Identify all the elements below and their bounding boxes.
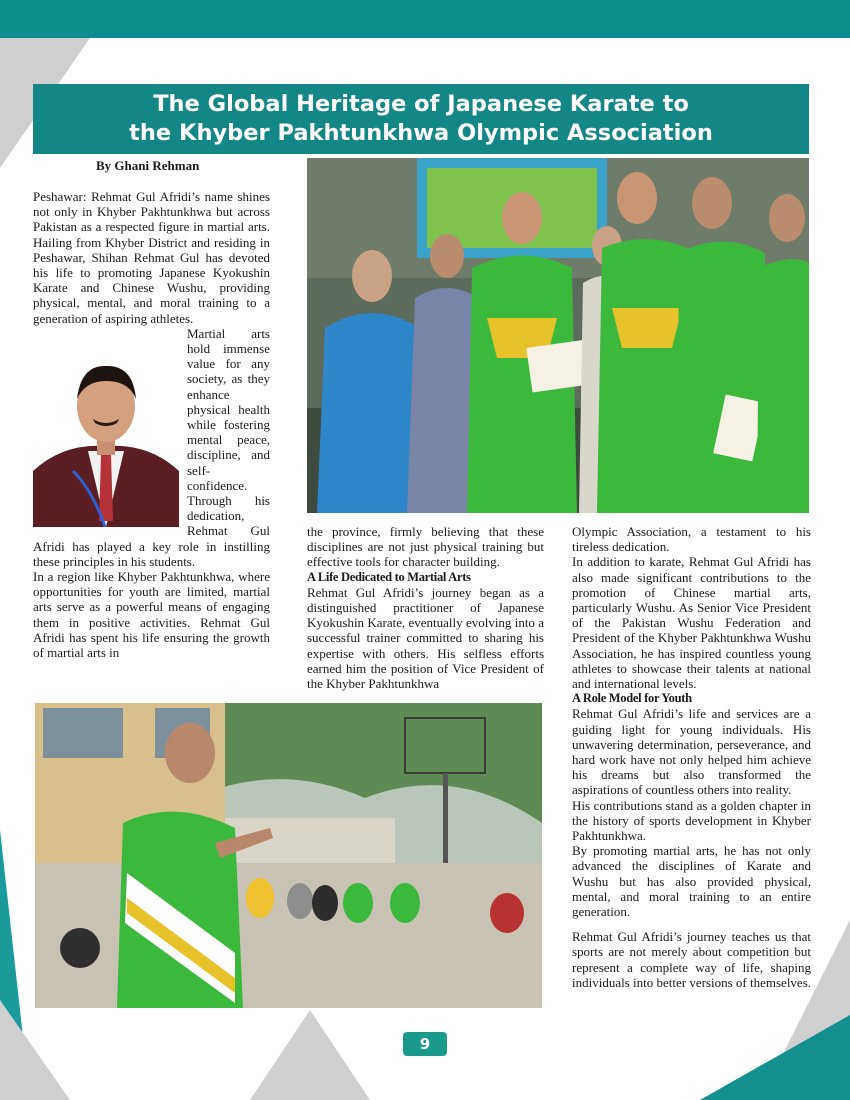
paragraph-journey-part1: Rehmat Gul Afridi’s journey began as a distinguished practitioner of Japanese Kyokushin Karate, eventually evolving into a successful trainer committed to sharing his expertise with others. His selfless efforts earned him the position of Vice President of the Khyber Pakhtunkhwa xyxy=(307,584,544,692)
paragraph-wushu: In addition to karate, Rehmat Gul Afridi has also made significant contributions to the promotion of Chinese martial arts, particularly Wushu. As Senior Vice President of the Pakistan Wushu Federation and President of the Khyber Pakhtunkhwa Wushu Association, he has inspired countless young athletes to showcase their talents at national and international levels. xyxy=(572,554,811,692)
page-number: 9 xyxy=(403,1032,447,1056)
article-title xyxy=(33,84,809,154)
training-session-photo xyxy=(35,703,542,1008)
heading-role-model: A Role Model for Youth xyxy=(572,691,692,706)
title-line-1: The Global Heritage of Japanese Karate to xyxy=(153,91,689,117)
title-line-2: the Khyber Pakhtunkhwa Olympic Association xyxy=(129,120,713,146)
column-3 xyxy=(572,524,811,990)
paragraph-journey-part2: Olympic Association, a testament to his tireless dedication. xyxy=(572,524,811,555)
column-1 xyxy=(33,189,270,660)
paragraph-region-part1: In a region like Khyber Pakhtunkhwa, where opportunities for youth are limited, martial arts serve as a powerful means of engaging them in positive activities. Rehmat Gul Afridi has spent his life ensuring the growth of martial arts in xyxy=(33,569,270,661)
paragraph-conclusion: Rehmat Gul Afridi’s journey teaches us that sports are not merely about competition but represent a complete way of life, shaping individuals into better versions of themselves. xyxy=(572,929,812,990)
decor-triangle-bottom-left-grey xyxy=(0,1000,70,1100)
paragraph-region-part2: the province, firmly believing that these disciplines are not just physical training but effective tools for character building. xyxy=(307,524,544,570)
decor-triangle-bottom-right-teal xyxy=(700,1015,850,1100)
decor-triangle-bottom-center xyxy=(250,1010,370,1100)
column-2 xyxy=(307,524,544,691)
paragraph-guiding-light: Rehmat Gul Afridi’s life and services are a guiding light for young individuals. His unwavering determination, perseverance, and hard work have not only helped him achieve his dreams but also transformed the aspirations of countless others into reality. xyxy=(572,706,811,798)
award-ceremony-photo xyxy=(307,158,809,513)
heading-life-dedicated: A Life Dedicated to Martial Arts xyxy=(307,569,471,584)
paragraph-values: Martial arts hold immense value for any society, as they enhance physical health while fostering mental peace, discipline, and self-confidence. Through his dedication, Rehmat Gul Afridi has played a key role in instilling these principles in his students. xyxy=(33,325,270,569)
paragraph-golden-chapter: His contributions stand as a golden chapter in the history of sports development in Khyber Pakhtunkhwa. xyxy=(572,797,811,844)
paragraph-promoting: By promoting martial arts, he has not only advanced the disciplines of Karate and Wushu but has also provided physical, mental, and moral training to an entire generation. xyxy=(572,843,811,920)
portrait-photo xyxy=(33,351,179,527)
top-banner xyxy=(0,0,850,38)
paragraph-intro: Peshawar: Rehmat Gul Afridi’s name shines not only in Khyber Pakhtunkhwa but across Pakistan as a respected figure in martial arts. Hailing from Khyber District and residing in Peshawar, Shihan Rehmat Gul has devoted his life to promoting Japanese Kyokushin Karate and Chinese Wushu, providing physical, mental, and moral training to a generation of aspiring athletes. xyxy=(33,189,270,326)
byline: By Ghani Rehman xyxy=(96,158,200,173)
